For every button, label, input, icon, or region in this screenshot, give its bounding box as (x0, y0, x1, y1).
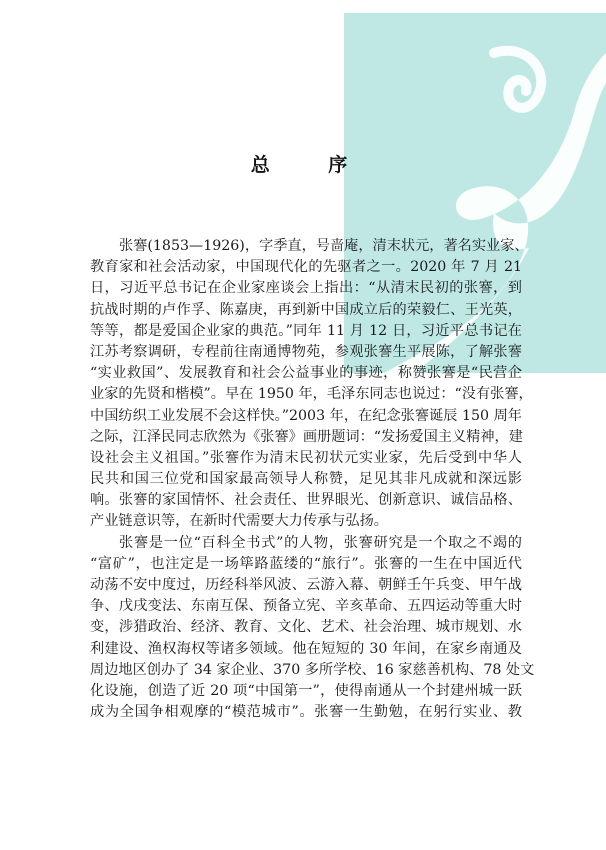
paragraph-line: 化设施，创造了近 20 项“中国第一”，使得南通从一个封建州城一跃 (90, 682, 522, 699)
paragraph-line: 江苏考察调研，专程前往南通博物苑，参观张謇生平展陈，了解张謇 (90, 343, 522, 360)
paragraph-line: 成为全国争相观摩的“模范城市”。张謇一生勤勉，在躬行实业、教 (90, 704, 522, 721)
paragraph-line: 争、戊戌变法、东南互保、预备立宪、辛亥革命、五四运动等重大时 (90, 598, 522, 615)
paragraph-line: 之际，江泽民同志欣然为《张謇》画册题词：“发扬爱国主义精神，建 (90, 428, 523, 445)
paragraph-line: 设社会主义祖国。”张謇作为清末民初状元实业家，先后受到中华人 (90, 449, 522, 466)
paragraph-line: 民共和国三位党和国家最高领导人称赞，足见其非凡成就和深远影 (90, 471, 522, 488)
paragraph-line: 响。张謇的家国情怀、社会责任、世界眼光、创新意识、诚信品格、 (90, 492, 522, 509)
paragraph-line: 中国纺织工业发展不会这样快。”2003 年，在纪念张謇诞辰 150 周年 (90, 407, 522, 424)
paragraph-line: 张謇是一位“百科全书式”的人物，张謇研究是一个取之不竭的 (119, 534, 522, 551)
paragraph-line: “富矿”，也注定是一场筚路蓝缕的“旅行”。张謇的一生在中国近代 (90, 555, 522, 572)
paragraph-line: 周边地区创办了 34 家企业、370 多所学校、16 家慈善机构、78 处文 (90, 661, 535, 678)
paragraph-line: 张謇(1853—1926)，字季直，号啬庵，清末状元，著名实业家、 (119, 238, 529, 254)
page-title: 总 序 (250, 154, 374, 176)
preface-body (90, 236, 535, 723)
paragraph-line: 变，涉猎政治、经济、教育、文化、艺术、社会治理、城市规划、水 (90, 619, 522, 636)
paragraph-line: “实业救国”、发展教育和社会公益事业的事迹，称赞张謇是“民营企 (90, 365, 522, 382)
paragraph-line: 日，习近平总书记在企业家座谈会上指出：“从清末民初的张謇，到 (90, 280, 522, 297)
paragraph-line: 等等，都是爱国企业家的典范。”同年 11 月 12 日，习近平总书记在 (90, 322, 522, 339)
paragraph-line: 抗战时期的卢作孚、陈嘉庚，再到新中国成立后的荣毅仁、王光英， (90, 301, 522, 318)
paragraph-line: 动荡不安中度过，历经科举风波、云游入幕、朝鲜壬午兵变、甲午战 (90, 577, 522, 593)
paragraph-line: 产业链意识等，在新时代需要大力传承与弘扬。 (90, 513, 388, 530)
paragraph-line: 业家的先贤和楷模”。早在 1950 年，毛泽东同志也说过：“没有张謇， (90, 386, 533, 403)
paragraph-line: 教育家和社会活动家，中国现代化的先驱者之一。2020 年 7 月 21 (90, 259, 522, 276)
paragraph-line: 利建设、渔权海权等诸多领域。他在短短的 30 年间，在家乡南通及 (90, 640, 522, 657)
